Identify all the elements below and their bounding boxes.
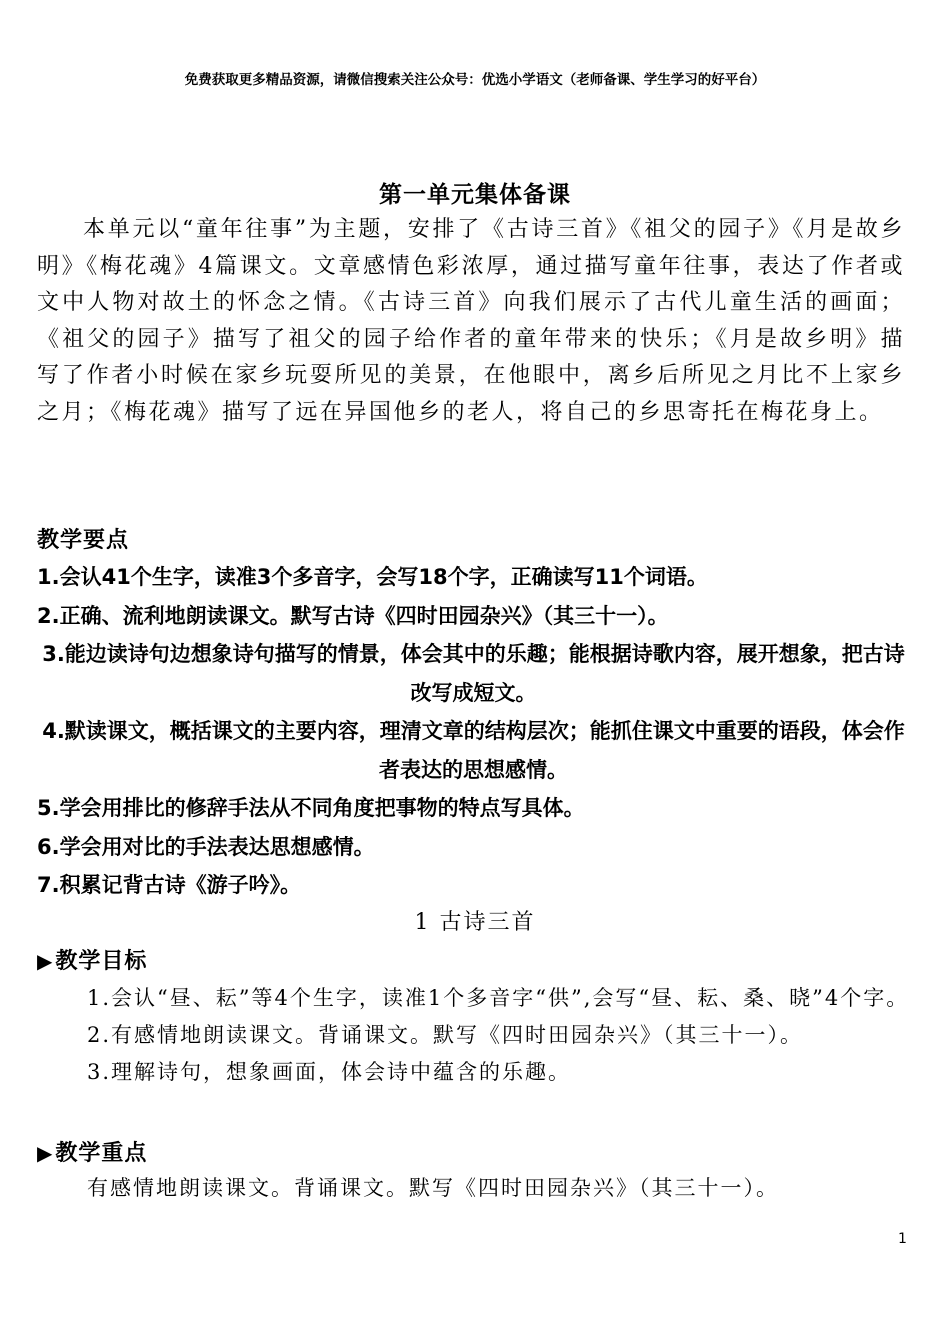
focus-text: 有感情地朗读课文。背诵课文。默写《四时田园杂兴》（其三十一）。	[87, 1176, 779, 1200]
lesson-title: 1 古诗三首	[414, 910, 536, 935]
goals-heading: 教学目标	[55, 948, 148, 974]
header-note: 免费获取更多精品资源，请微信搜索关注公众号：优选小学语文（老师备课、学生学习的好平台）	[184, 72, 766, 88]
key-point-item: 5.学会用排比的修辞手法从不同角度把事物的特点写具体。	[37, 796, 585, 820]
triangle-marker-icon: ▶	[37, 949, 54, 973]
key-point-item: 4.默读课文，概括课文的主要内容，理清文章的结构层次；能抓住课文中重要的语段，体会作者表达的思想感情。	[42, 719, 905, 782]
page-number: 1	[898, 1231, 907, 1247]
goal-item: 3.理解诗句，想象画面，体会诗中蕴含的乐趣。	[87, 1060, 572, 1084]
goal-item: 2.有感情地朗读课文。背诵课文。默写《四时田园杂兴》（其三十一）。	[87, 1023, 804, 1047]
key-points-heading: 教学要点	[37, 527, 130, 553]
key-points-list	[37, 558, 910, 905]
goal-item: 1.会认“昼、耘”等4个生字，读准1个多音字“供”,会写“昼、耘、桑、晓”4个字。	[87, 986, 910, 1010]
page-title: 第一单元集体备课	[379, 181, 571, 208]
focus-heading-row	[37, 1136, 147, 1167]
key-point-item: 7.积累记背古诗《游子吟》。	[37, 873, 302, 897]
goals-heading-row	[37, 944, 147, 975]
triangle-marker-icon: ▶	[37, 1141, 54, 1165]
intro-paragraph: 本单元以“童年往事”为主题，安排了《古诗三首》《祖父的园子》《月是故乡明》《梅花魂》4篇课文。文章感情色彩浓厚，通过描写童年往事，表达了作者或文中人物对故土的怀念之情。《古诗三首》向我们展示了古代儿童生活的画面；《祖父的园子》描写了祖父的园子给作者的童年带来的快乐；《月是故乡明》描写了作者小时候在家乡玩耍所见的美景，在他眼中，离乡后所见之月比不上家乡之月；《梅花魂》描写了远在异国他乡的老人，将自己的乡思寄托在梅花身上。	[37, 217, 905, 425]
key-point-item: 1.会认41个生字，读准3个多音字，会写18个字，正确读写11个词语。	[37, 565, 708, 589]
focus-heading: 教学重点	[55, 1140, 148, 1166]
key-point-item: 6.学会用对比的手法表达思想感情。	[37, 834, 375, 859]
goals-list	[37, 980, 922, 1091]
key-point-item: 3.能边读诗句边想象诗句描写的情景，体会其中的乐趣；能根据诗歌内容，展开想象，把古诗改写成短文。	[42, 642, 905, 705]
key-point-item: 2.正确、流利地朗读课文。默写古诗《四时田园杂兴》（其三十一）。	[37, 603, 669, 628]
